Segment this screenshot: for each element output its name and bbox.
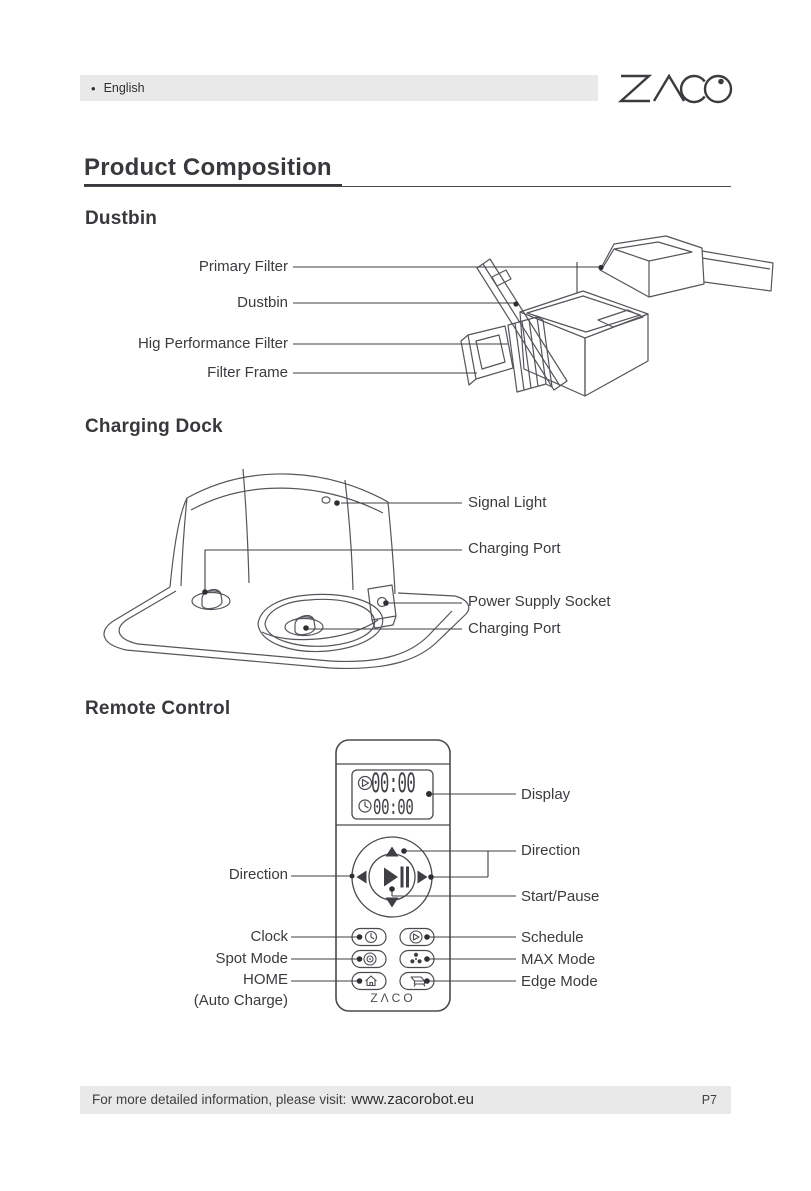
label-edge-mode: Edge Mode [521,973,598,990]
label-clock: Clock [250,928,288,945]
label-hig-performance-filter: Hig Performance Filter [137,335,288,352]
label-home: HOME [243,971,288,988]
dustbin-body [520,291,648,396]
label-charging-port-top: Charging Port [468,540,561,557]
display-schedule-time: 00:00 [371,768,416,799]
title-underline-thin [84,186,731,187]
label-display: Display [521,786,571,803]
display-clock-time: 00:00 [373,795,414,819]
dustbin-drawing [461,236,773,396]
label-charging-port-bottom: Charging Port [468,620,561,637]
bullet-icon: • [91,80,96,96]
dock-tower [170,469,395,594]
footer-text: For more detailed information, please visit: [92,1092,347,1107]
logo-letter-c [681,76,705,102]
charging-pin-right [285,616,323,636]
label-filter-frame: Filter Frame [207,364,288,381]
direction-pad [352,837,432,917]
footer-url: www.zacorobot.eu [351,1091,474,1108]
charging-dock-drawing [104,469,469,668]
label-auto-charge: (Auto Charge) [193,992,288,1009]
footer-bar [80,1086,731,1114]
label-start-pause: Start/Pause [521,888,600,905]
footer-page-number: P7 [701,1093,717,1107]
label-direction-left: Direction [228,866,288,883]
dock-callout-lines [202,500,462,631]
dustbin-lid [600,236,773,297]
logo-o-dot [718,79,724,85]
remote-control-heading: Remote Control [85,698,231,719]
dustbin-callout-lines [293,265,604,373]
power-supply-socket-drawing [368,585,396,628]
label-max-mode: MAX Mode [521,951,596,968]
logo-letter-o [705,76,731,102]
label-signal-light: Signal Light [468,494,547,511]
language-label: English [103,81,145,95]
zaco-logo [621,76,731,102]
label-schedule: Schedule [521,929,584,946]
label-power-supply-socket: Power Supply Socket [468,593,611,610]
label-direction-right: Direction [521,842,581,859]
logo-letter-a [654,76,684,101]
logo-letter-z [621,76,650,101]
label-dustbin: Dustbin [237,294,288,311]
charging-pin-left [192,590,230,610]
filter-frame-drawing [461,326,513,385]
page-title: Product Composition [84,154,332,181]
remote-brand-label: ZΛCO [370,991,416,1005]
charging-dock-heading: Charging Dock [85,416,223,437]
language-bar [80,75,598,101]
dock-base [104,587,469,668]
signal-light [322,497,330,503]
dustbin-heading: Dustbin [85,208,158,229]
label-primary-filter: Primary Filter [198,258,288,275]
label-spot-mode: Spot Mode [215,950,288,967]
